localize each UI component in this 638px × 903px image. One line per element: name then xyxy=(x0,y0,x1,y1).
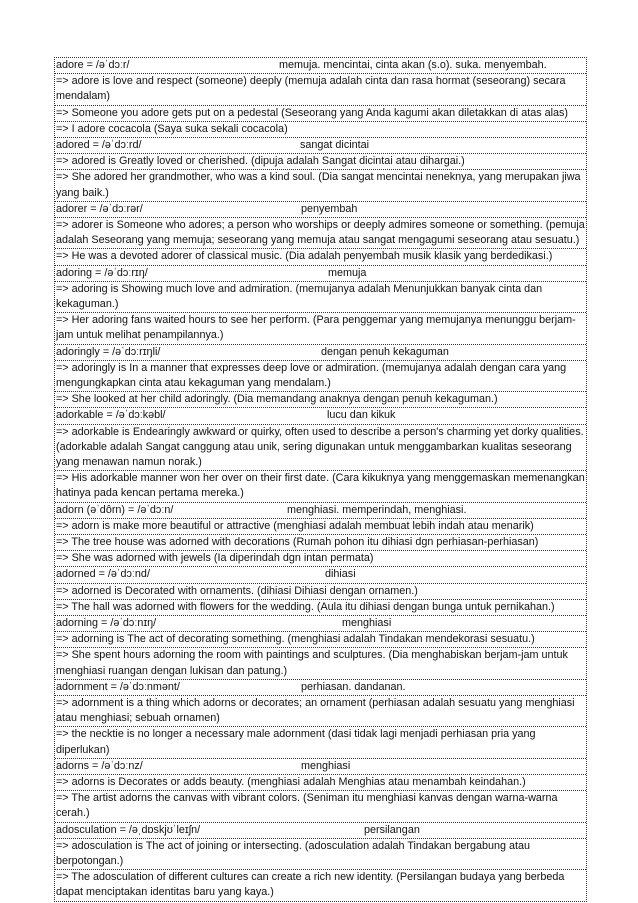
entry-example-line: => Her adoring fans waited hours to see her perform. (Para penggemar yang memujanya menunggu berjam-jam untuk melihat penampilannya.) xyxy=(55,312,586,343)
entry-headword-row xyxy=(55,616,586,631)
entry-meaning: menghiasi xyxy=(342,616,392,629)
entry-example-line: => His adorkable manner won her over on their first date. (Cara kikuknya yang menggemaskan memenangkan hatinya pada kencan pertama mereka.) xyxy=(55,470,586,501)
vocabulary-table xyxy=(54,57,587,902)
dictionary-entry xyxy=(55,408,586,502)
entry-example-line: => She looked at her child adoringly. (Dia memandang anaknya dengan penuh kekaguman.) xyxy=(55,391,586,407)
entry-example-line: => adornment is a thing which adorns or decorates; an ornament (perhiasan adalah sesuatu yang menghiasi atau menghiasi; sebuah ornamen) xyxy=(55,695,586,726)
entry-headword-row xyxy=(55,138,586,153)
entry-term: adorn (əˈdôrn) = /əˈdɔːn/ xyxy=(56,503,174,516)
entry-headword-row xyxy=(55,345,586,360)
entry-meaning: persilangan xyxy=(364,823,420,836)
entry-example-line: => adorn is make more beautiful or attractive (menghiasi adalah membuat lebih indah atau menarik) xyxy=(55,518,586,534)
entry-term: adoring = /əˈdɔːrɪŋ/ xyxy=(56,266,148,279)
entry-meaning: memuja. mencintai, cinta akan (s.o). suka. menyembah. xyxy=(279,59,547,71)
entry-example-line: => She adored her grandmother, who was a kind soul. (Dia sangat mencintai neneknya, yang merupakan jiwa yang baik.) xyxy=(55,169,586,200)
entry-example-line: => The artist adorns the canvas with vibrant colors. (Seniman itu menghiasi kanvas dengan warna-warna cerah.) xyxy=(55,790,586,821)
entry-example-line: => the necktie is no longer a necessary male adornment (dasi tidak lagi menjadi perhiasan pria yang diperlukan) xyxy=(55,726,586,757)
entry-term: adorkable = /əˈdɔːkəbl/ xyxy=(56,409,166,422)
entry-meaning: dihiasi xyxy=(325,568,356,581)
dictionary-entry xyxy=(55,680,586,759)
entry-example-line: => adore is love and respect (someone) deeply (memuja adalah cinta dan rasa hormat (seseorang) secara mendalam) xyxy=(55,73,586,104)
entry-headword-row xyxy=(55,759,586,774)
entry-term: adore = /əˈdɔːr/ xyxy=(56,59,130,71)
entry-example-line: => The tree house was adorned with decorations (Rumah pohon itu dihiasi dgn perhiasan-perhiasan) xyxy=(55,534,586,550)
entry-term: adorns = /əˈdɔːnz/ xyxy=(56,759,143,772)
entry-term: adoringly = /əˈdɔːrɪŋli/ xyxy=(56,345,161,358)
entry-headword-row xyxy=(55,266,586,281)
entry-term: adorer = /əˈdɔːrər/ xyxy=(56,202,143,215)
entry-example-line: => adoring is Showing much love and admiration. (memujanya adalah Menunjukkan banyak cinta dan kekaguman.) xyxy=(55,281,586,312)
dictionary-entry xyxy=(55,823,586,901)
entry-example-line: => adorned is Decorated with ornaments. (dihiasi Dihiasi dengan ornamen.) xyxy=(55,583,586,599)
entry-term: adored = /əˈdɔːrd/ xyxy=(56,139,142,151)
entry-example-line: => adorning is The act of decorating something. (menghiasi adalah Tindakan mendekorasi sesuatu.) xyxy=(55,631,586,647)
entry-example-line: => Someone you adore gets put on a pedestal (Seseorang yang Anda kagumi akan diletakkan di atas alas) xyxy=(55,105,586,121)
entry-meaning: menghiasi. memperindah, menghiasi. xyxy=(287,503,467,516)
dictionary-entry xyxy=(55,759,586,823)
entry-term: adosculation = /əˌdɒskjʊˈleɪʃn/ xyxy=(56,823,201,836)
dictionary-entry xyxy=(55,58,586,138)
entry-example-line: => He was a devoted adorer of classical music. (Dia adalah penyembah musik klasik yang berdedikasi.) xyxy=(55,248,586,264)
entry-example-line: => adoringly is In a manner that expresses deep love or admiration. (memujanya adalah dengan cara yang mengungkapkan cinta atau kekaguman yang mendalam.) xyxy=(55,360,586,391)
entry-example-line: => I adore cocacola (Saya suka sekali cocacola) xyxy=(55,121,586,137)
entry-example-line: => adorns is Decorates or adds beauty. (menghiasi adalah Menghias atau menambah keindahan.) xyxy=(55,774,586,790)
entry-headword-row xyxy=(55,823,586,838)
entry-meaning: penyembah xyxy=(301,202,358,215)
entry-term: adornment = /əˈdɔːnmənt/ xyxy=(56,680,180,693)
dictionary-entry xyxy=(55,567,586,616)
entry-headword-row xyxy=(55,202,586,217)
dictionary-entry xyxy=(55,503,586,568)
entry-headword-row xyxy=(55,503,586,518)
entry-headword-row xyxy=(55,58,586,73)
entry-example-line: => adorer is Someone who adores; a person who worships or deeply admires someone or something. (pemuja adalah Seseorang yang memuja; seseorang yang memuja atau sangat mengagumi seseorang atau sesuatu.) xyxy=(55,217,586,248)
dictionary-entry xyxy=(55,202,586,266)
entry-meaning: dengan penuh kekaguman xyxy=(321,345,449,358)
entry-example-line: => She was adorned with jewels (Ia diperindah dgn intan permata) xyxy=(55,550,586,566)
entry-term: adorned = /əˈdɔːnd/ xyxy=(56,568,150,581)
entry-term: adorning = /əˈdɔːnɪŋ/ xyxy=(56,616,157,629)
entry-headword-row xyxy=(55,567,586,582)
entry-meaning: memuja xyxy=(328,266,367,279)
dictionary-entry xyxy=(55,138,586,202)
entry-example-line: => adored is Greatly loved or cherished. (dipuja adalah Sangat dicintai atau dihargai.) xyxy=(55,153,586,169)
entry-example-line: => The adosculation of different cultures can create a rich new identity. (Persilangan budaya yang berbeda dapat menciptakan identitas baru yang kaya.) xyxy=(55,869,586,900)
entry-headword-row xyxy=(55,680,586,695)
entry-example-line: => She spent hours adorning the room with paintings and sculptures. (Dia menghabiskan berjam-jam untuk menghiasi ruangan dengan lukisan dan patung.) xyxy=(55,647,586,678)
dictionary-entry xyxy=(55,345,586,409)
entry-example-line: => The hall was adorned with flowers for the wedding. (Aula itu dihiasi dengan bunga untuk pernikahan.) xyxy=(55,599,586,615)
dictionary-entry xyxy=(55,266,586,345)
entry-example-line: => adosculation is The act of joining or intersecting. (adosculation adalah Tindakan bergabung atau berpotongan.) xyxy=(55,838,586,869)
entry-meaning: sangat dicintai xyxy=(300,139,370,151)
entry-meaning: perhiasan. dandanan. xyxy=(301,680,406,693)
entry-meaning: lucu dan kikuk xyxy=(327,409,396,422)
entry-example-line: => adorkable is Endearingly awkward or quirky, often used to describe a person's charming yet dorky qualities. (adorkable adalah Sangat canggung atau unik, sering digunakan untuk menggambarkan kualitas seseorang yang menawan namun norak.) xyxy=(55,424,586,471)
entry-headword-row xyxy=(55,408,586,423)
dictionary-entry xyxy=(55,616,586,680)
entry-meaning: menghiasi xyxy=(301,759,351,772)
